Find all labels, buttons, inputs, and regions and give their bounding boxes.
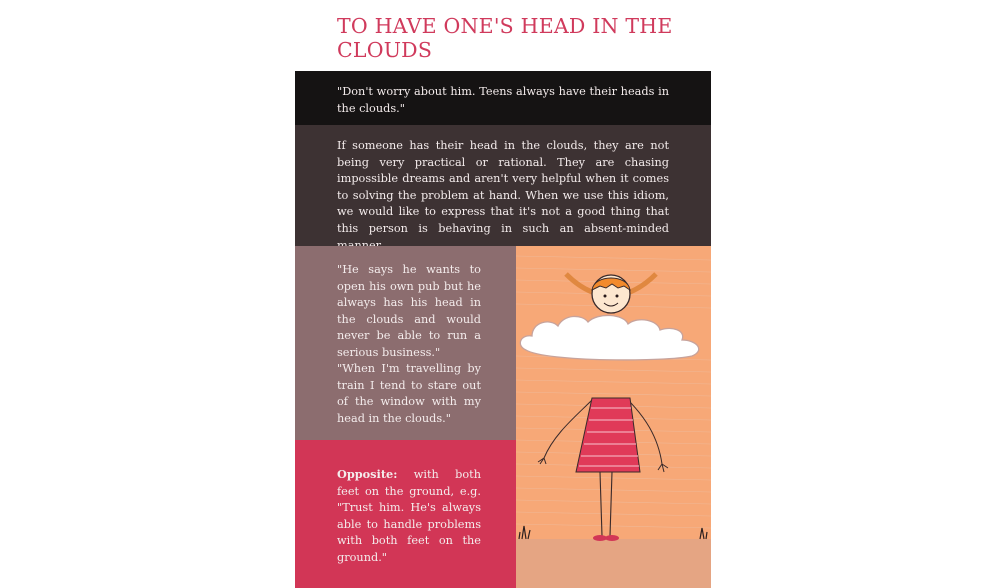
- right-eye: [616, 295, 619, 298]
- right-shoe: [605, 535, 619, 541]
- opposite-body: with both feet on the ground, e.g. "Trust him. He's always able to handle problems with both feet on the ground.": [337, 468, 481, 564]
- idiom-page: [295, 0, 711, 588]
- left-shoe: [593, 535, 607, 541]
- intro-quote-band: [295, 71, 711, 125]
- intro-quote-text: "Don't worry about him. Teens always have their heads in the clouds.": [337, 85, 669, 115]
- definition-text: If someone has their head in the clouds, they are not being very practical or rational. They are chasing impossible dreams and aren't very helpful when it comes to solving the problem at hand. When we use this idiom, we would like to express that it's not a good thing that this person is behaving in such an absent-minded: [337, 139, 669, 235]
- example-text-2: "When I'm travelling by train I tend to stare out of the window with my head in the clouds.": [337, 362, 481, 425]
- page-title: TO HAVE ONE'S HEAD IN THE CLOUDS: [337, 14, 673, 62]
- example-text-1: "He says he wants to open his own pub but he always has his head in the clouds and would never be able to run a serious business.": [337, 263, 481, 359]
- left-eye: [604, 295, 607, 298]
- examples-band: [295, 246, 516, 440]
- definition-band: [295, 125, 711, 246]
- opposite-band: [295, 440, 516, 588]
- opposite-text: [337, 466, 481, 567]
- opposite-label: Opposite:: [337, 467, 398, 481]
- illustration-svg: [516, 246, 711, 588]
- ground: [516, 539, 711, 588]
- girl-in-clouds-illustration: [516, 246, 711, 588]
